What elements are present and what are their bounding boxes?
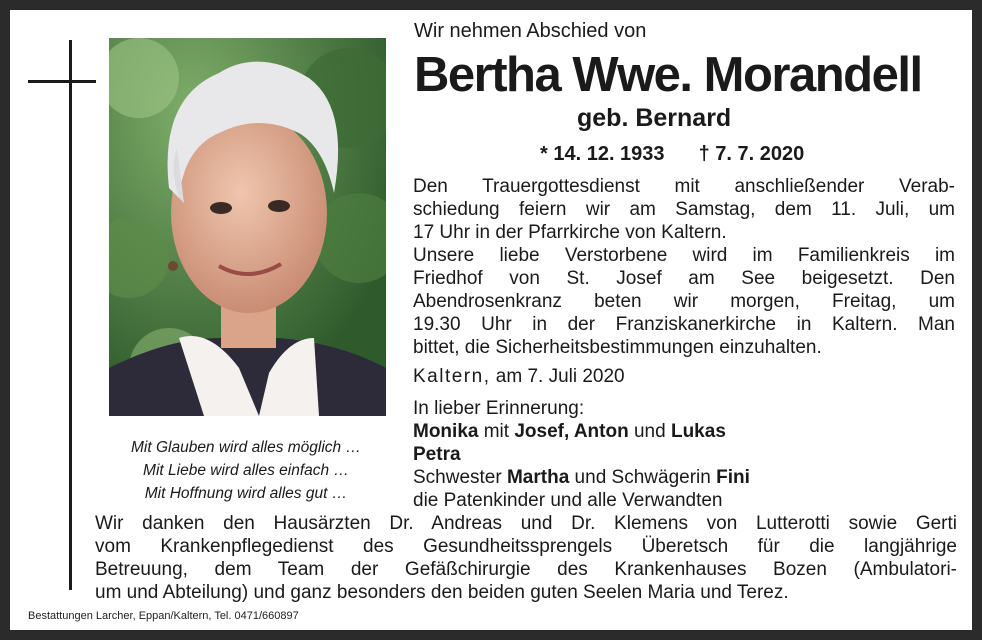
place: Kaltern, (413, 366, 491, 387)
mourners-list (413, 397, 750, 512)
text-line: Unsere liebe Verstorbene wird im Familienkreis im (413, 245, 955, 266)
motto (106, 436, 386, 505)
text-line: Den Trauergottesdienst mit anschließender Verab- (413, 176, 955, 197)
life-dates (540, 143, 804, 166)
cross-icon (69, 40, 72, 590)
motto-line: Mit Glauben wird alles möglich … (130, 439, 361, 456)
obituary-card (10, 10, 972, 630)
mourner-line: Schwester Martha und Schwägerin Fini (413, 467, 750, 488)
mourner-line: Petra (413, 444, 461, 465)
text-line: Abendrosenkranz beten wir morgen, Freitag, um (413, 291, 955, 312)
thanks-paragraph (95, 512, 957, 604)
notice-date: am 7. Juli 2020 (495, 366, 625, 387)
birth-date: * 14. 12. 1933 (540, 143, 665, 165)
funeral-home-footer: Bestattungen Larcher, Eppan/Kaltern, Tel. 0471/660897 (28, 610, 299, 622)
portrait-photo (109, 38, 386, 416)
mourner-line: Monika mit Josef, Anton und Lukas (413, 421, 726, 442)
mourners-heading: In lieber Erinnerung: (413, 398, 585, 419)
cross-icon-bar (28, 80, 96, 83)
death-date: † 7. 7. 2020 (698, 143, 805, 165)
motto-line: Mit Liebe wird alles einfach … (143, 462, 349, 479)
text-line: schiedung feiern wir am Samstag, dem 11. Juli, um (413, 199, 955, 220)
mourner-line: die Patenkinder und alle Verwandten (413, 490, 723, 511)
motto-line: Mit Hoffnung wird alles gut … (144, 485, 348, 502)
text-line: 17 Uhr in der Pfarrkirche von Kaltern. (413, 222, 727, 243)
intro-text: Wir nehmen Abschied von (414, 20, 647, 42)
text-line: Friedhof von St. Josef am See beigesetzt. Den (413, 268, 955, 289)
place-date (413, 366, 625, 388)
deceased-name: Bertha Wwe. Morandell (414, 48, 922, 102)
birth-name: geb. Bernard (577, 104, 732, 132)
text-line: vom Krankenpflegedienst des Gesundheitssprengels Überetsch für die langjährige (95, 536, 957, 557)
text-line: um und Abteilung) und ganz besonders den beiden guten Seelen Maria und Terez. (95, 582, 789, 603)
funeral-details (413, 175, 955, 359)
text-line: bittet, die Sicherheitsbestimmungen einzuhalten. (413, 337, 822, 358)
text-line: Betreuung, dem Team der Gefäßchirurgie des Krankenhauses Bozen (Ambulatori- (95, 559, 957, 580)
text-line: Wir danken den Hausärzten Dr. Andreas und Dr. Klemens von Lutterotti sowie Gerti (95, 513, 957, 534)
text-line: 19.30 Uhr in der Franziskanerkirche in Kaltern. Man (413, 314, 955, 335)
